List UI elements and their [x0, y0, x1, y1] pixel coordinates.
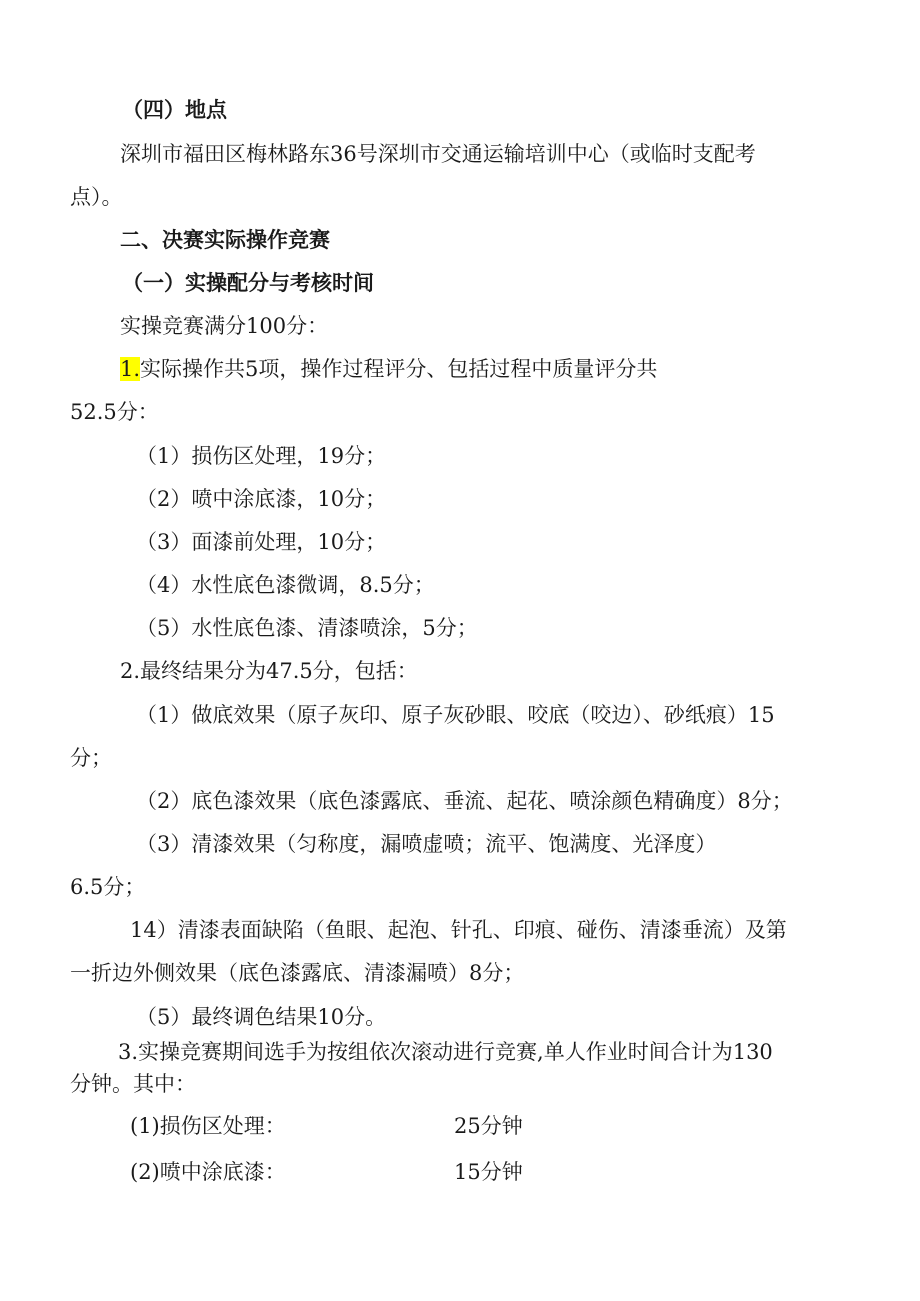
section-4-heading: （四）地点 [122, 98, 227, 122]
item-2-text: 2.最终结果分为47.5分，包括： [120, 659, 418, 683]
address-line-2: 点）。 [70, 185, 123, 209]
item-2-sub1: （1）做底效果（原子灰印、原子灰砂眼、咬底（咬边）、砂纸痕）15 [136, 703, 775, 727]
item-2-sub5: （5）最终调色结果10分。 [136, 1005, 387, 1029]
item-2-sub3-cont: 6.5分； [70, 875, 146, 899]
item-2-sub1-cont: 分； [70, 746, 112, 770]
item-2-sub4-cont: 一折边外侧效果（底色漆露底、清漆漏喷）8分； [70, 961, 525, 985]
subsection-heading: （一）实操配分与考核时间 [122, 271, 374, 295]
total-score-text: 实操竞赛满分100分： [120, 314, 329, 338]
item-1-subitem: （1）损伤区处理，19分； [136, 444, 387, 468]
item-1-subitem: （4）水性底色漆微调，8.5分； [136, 573, 435, 597]
time-row-label: (1)损伤区处理： [130, 1114, 286, 1138]
item-1-text-cont: 52.5分： [70, 400, 159, 424]
address-line-1: 深圳市福田区梅林路东36号深圳市交通运输培训中心（或临时支配考 [120, 142, 756, 166]
item-1-subitem: （5）水性底色漆、清漆喷涂，5分； [136, 616, 478, 640]
item-2-sub3: （3）清漆效果（匀称度，漏喷虚喷；流平、饱满度、光泽度） [136, 832, 717, 856]
item-3-text: 3.实操竞赛期间选手为按组依次滚动进行竞赛,单人作业时间合计为130 [118, 1040, 773, 1064]
item-1-number-highlight: 1. [120, 357, 141, 381]
item-2-sub2: （2）底色漆效果（底色漆露底、垂流、起花、喷涂颜色精确度）8分； [136, 789, 793, 813]
time-row-value: 25分钟 [454, 1114, 523, 1138]
item-2-sub4: 14）清漆表面缺陷（鱼眼、起泡、针孔、印痕、碰伤、清漆垂流）及第 [130, 918, 787, 942]
time-row-value: 15分钟 [454, 1160, 523, 1184]
item-3-text-cont: 分钟。其中： [70, 1072, 196, 1096]
item-1-text: 实际操作共5项，操作过程评分、包括过程中质量评分共 [140, 357, 658, 381]
item-1-subitem: （2）喷中涂底漆，10分； [136, 487, 387, 511]
item-1-subitem: （3）面漆前处理，10分； [136, 530, 387, 554]
part-2-heading: 二、决赛实际操作竞赛 [120, 228, 330, 252]
time-row-label: (2)喷中涂底漆： [130, 1160, 286, 1184]
item-1 [120, 355, 657, 383]
